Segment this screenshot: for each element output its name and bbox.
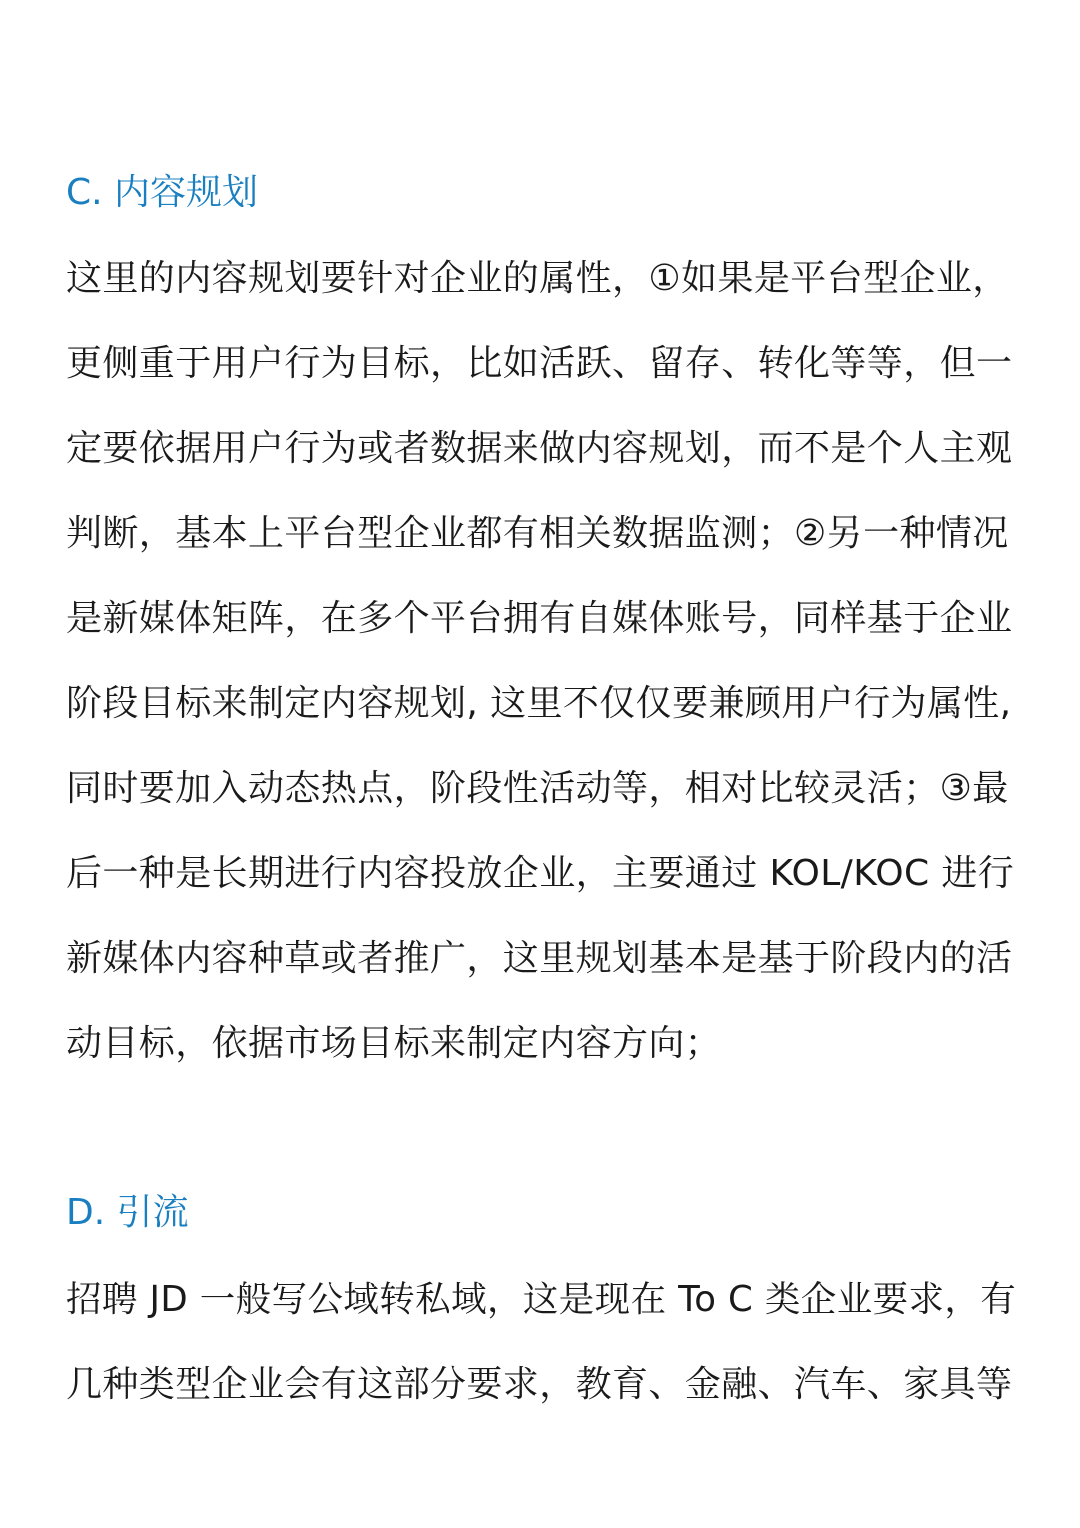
section-c-body	[66, 236, 1026, 1086]
paragraph-line: 是新媒体矩阵，在多个平台拥有自媒体账号，同样基于企业	[66, 598, 1013, 639]
paragraph-line: 判断，基本上平台型企业都有相关数据监测；②另一种情况	[66, 513, 1009, 554]
paragraph-line: 定要依据用户行为或者数据来做内容规划，而不是个人主观	[66, 428, 1013, 469]
paragraph-line: 后一种是长期进行内容投放企业，主要通过 KOL/KOC 进行	[66, 853, 1015, 894]
section-d-body	[66, 1257, 1026, 1427]
paragraph-line: 新媒体内容种草或者推广，这里规划基本是基于阶段内的活	[66, 938, 1013, 979]
section-d-heading: D. 引流	[66, 1192, 189, 1233]
paragraph-line: 几种类型企业会有这部分要求，教育、金融、汽车、家具等	[66, 1364, 1013, 1405]
paragraph-line: 更侧重于用户行为目标，比如活跃、留存、转化等等，但一	[66, 343, 1013, 384]
paragraph-line: 阶段目标来制定内容规划, 这里不仅仅要兼顾用户行为属性,	[66, 683, 1012, 724]
paragraph-line: 这里的内容规划要针对企业的属性，①如果是平台型企业，	[66, 258, 1009, 299]
section-c-heading: C. 内容规划	[66, 172, 259, 213]
paragraph-line: 动目标，依据市场目标来制定内容方向；	[66, 1023, 722, 1064]
paragraph-line: 同时要加入动态热点，阶段性活动等，相对比较灵活；③最	[66, 768, 1009, 809]
paragraph-line: 招聘 JD 一般写公域转私域，这是现在 To C 类企业要求，有	[66, 1279, 1017, 1320]
